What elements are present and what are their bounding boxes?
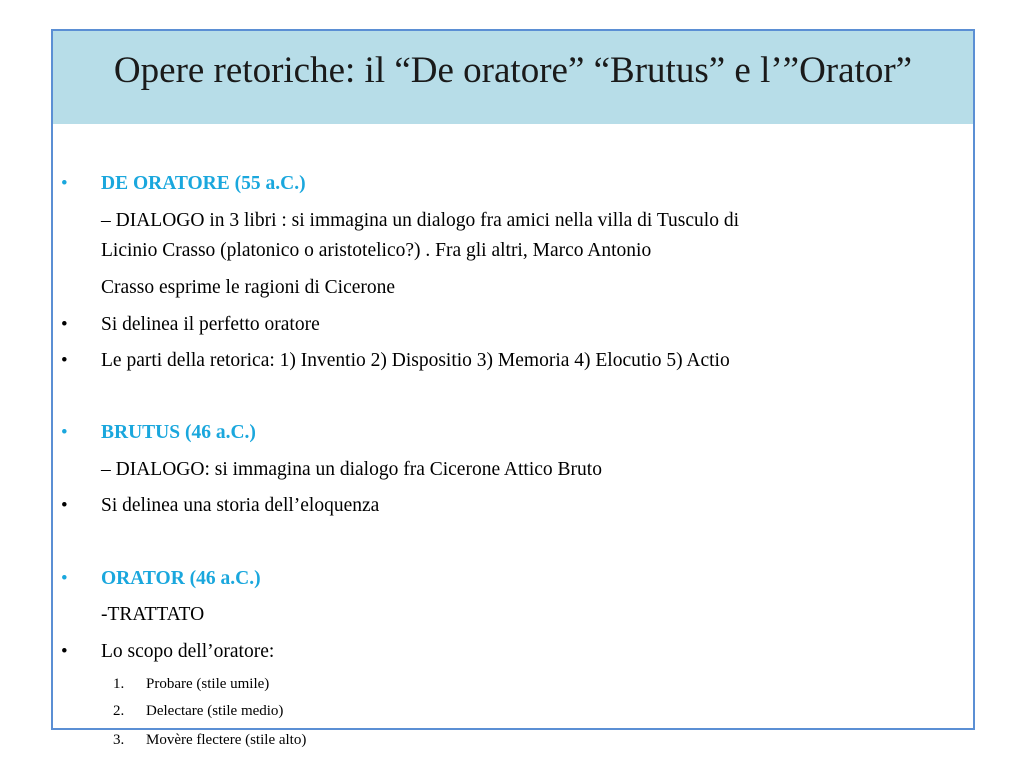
list-item: Probare (stile umile) xyxy=(146,676,270,692)
bullet: • xyxy=(61,422,68,443)
title-box xyxy=(51,29,975,128)
orator-point1: Lo scopo dell’oratore: xyxy=(101,641,275,662)
brutus-point1: Si delinea una storia dell’eloquenza xyxy=(101,495,380,516)
slide-title: Opere retoriche: il “De oratore” “Brutus” e l’”Orator” xyxy=(113,50,913,91)
de-oratore-point2: Le parti della retorica: 1) Inventio 2) Dispositio 3) Memoria 4) Elocutio 5) Actio xyxy=(101,350,730,371)
de-oratore-heading: DE ORATORE (55 a.C.) xyxy=(101,173,306,194)
bullet: • xyxy=(61,350,68,371)
list-item: Delectare (stile medio) xyxy=(146,703,284,719)
bullet: • xyxy=(61,568,68,589)
brutus-desc: – DIALOGO: si immagina un dialogo fra Cicerone Attico Bruto xyxy=(101,459,602,480)
list-item: Movère flectere (stile alto) xyxy=(146,732,307,748)
bullet: • xyxy=(61,641,68,662)
orator-heading: ORATOR (46 a.C.) xyxy=(101,568,261,589)
bullet: • xyxy=(61,314,68,335)
bullet: • xyxy=(61,173,68,194)
de-oratore-desc-line1: – DIALOGO in 3 libri : si immagina un dialogo fra amici nella villa di Tusculo di xyxy=(101,210,740,231)
orator-desc: -TRATTATO xyxy=(101,604,205,625)
brutus-heading: BRUTUS (46 a.C.) xyxy=(101,422,256,443)
bullet: • xyxy=(61,495,68,516)
de-oratore-point1: Si delinea il perfetto oratore xyxy=(101,314,320,335)
de-oratore-desc-line2: Licinio Crasso (platonico o aristotelico?) . Fra gli altri, Marco Antonio xyxy=(101,240,652,261)
list-item-number: 2. xyxy=(113,703,125,719)
de-oratore-desc-line3: Crasso esprime le ragioni di Cicerone xyxy=(101,277,396,298)
list-item-number: 3. xyxy=(113,732,125,748)
list-item-number: 1. xyxy=(113,676,125,692)
